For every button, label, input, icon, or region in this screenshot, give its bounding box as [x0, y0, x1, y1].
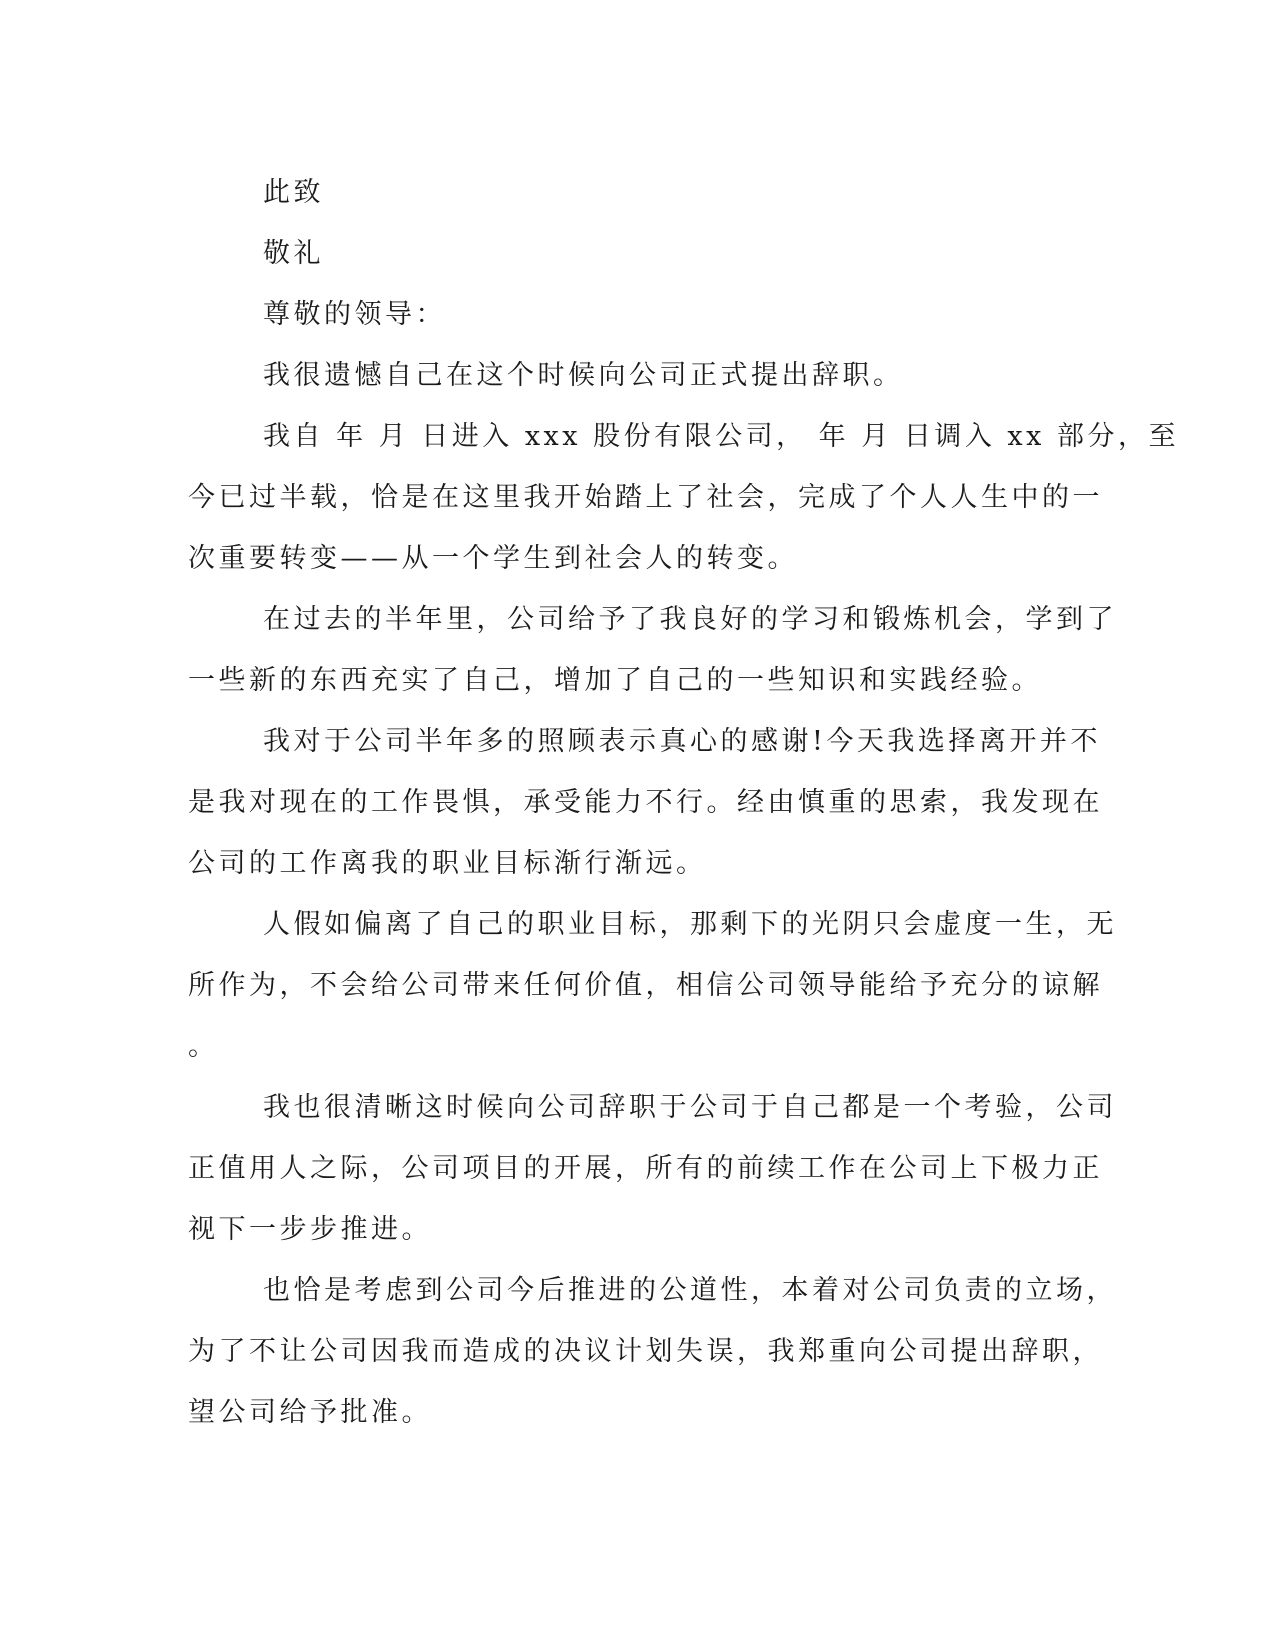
paragraph-line: 所作为，不会给公司带来任何价值，相信公司领导能给予充分的谅解: [188, 970, 1103, 1001]
paragraph-line: 也恰是考虑到公司今后推进的公道性，本着对公司负责的立场，: [263, 1275, 1117, 1306]
paragraph-line: 今已过半载，恰是在这里我开始踏上了社会，完成了个人人生中的一: [188, 482, 1103, 513]
paragraph-line: 望公司给予批准。: [188, 1397, 432, 1428]
paragraph-line: 人假如偏离了自己的职业目标，那剩下的光阴只会虚度一生，无: [263, 909, 1117, 940]
paragraph-line: 是我对现在的工作畏惧，承受能力不行。经由慎重的思索，我发现在: [188, 787, 1103, 818]
paragraph-line: 在过去的半年里，公司给予了我良好的学习和锻炼机会，学到了: [263, 604, 1117, 635]
letter-body: [188, 162, 1179, 1443]
paragraph-line: 我对于公司半年多的照顾表示真心的感谢!今天我选择离开并不: [263, 726, 1101, 757]
greeting-line: 尊敬的领导：: [263, 299, 446, 330]
paragraph-line: 。: [188, 1031, 219, 1062]
paragraph-line: 我也很清晰这时候向公司辞职于公司于自己都是一个考验，公司: [263, 1092, 1117, 1123]
paragraph-line: 为了不让公司因我而造成的决议计划失误，我郑重向公司提出辞职，: [188, 1336, 1103, 1367]
paragraph-line: 次重要转变——从一个学生到社会人的转变。: [188, 543, 798, 574]
paragraph-line: 我很遗憾自己在这个时候向公司正式提出辞职。: [263, 360, 904, 391]
paragraph-line: 一些新的东西充实了自己，增加了自己的一些知识和实践经验。: [188, 665, 1042, 696]
paragraph-line: 公司的工作离我的职业目标渐行渐远。: [188, 848, 707, 879]
closing-line: 此致: [263, 177, 324, 208]
paragraph-line: 视下一步步推进。: [188, 1214, 432, 1245]
salutation-line: 敬礼: [263, 238, 324, 269]
paragraph-line: 我自 年 月 日进入 xxx 股份有限公司， 年 月 日调入 xx 部分，至: [263, 421, 1179, 452]
paragraph-line: 正值用人之际，公司项目的开展，所有的前续工作在公司上下极力正: [188, 1153, 1103, 1184]
